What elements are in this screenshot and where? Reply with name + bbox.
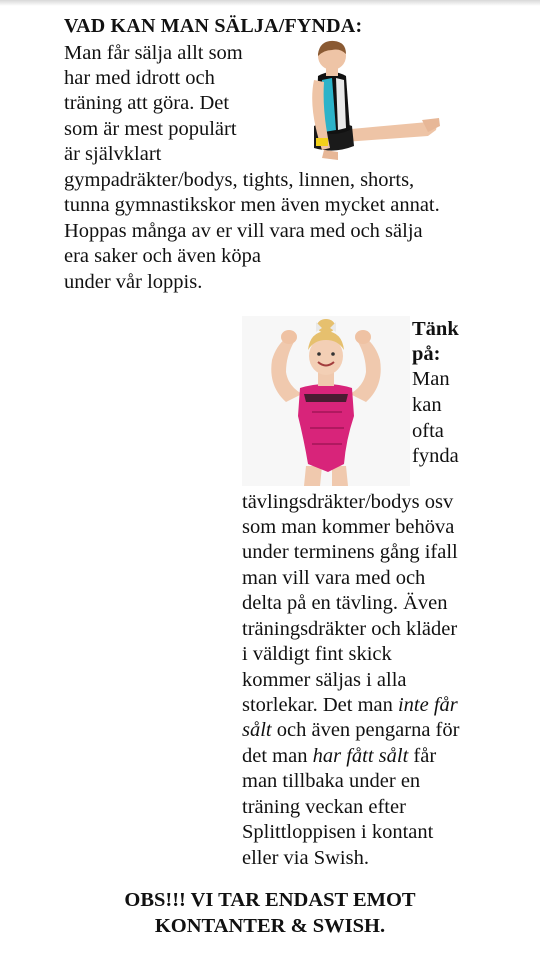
body-line: Splittloppisen i kontant [242,821,434,843]
body-line: man tillbaka under en [242,770,421,792]
body-line-mixed [242,718,459,744]
intro-line: under vår loppis. [64,271,203,293]
body-line-mixed [242,693,458,719]
footer-notice-line2: KONTANTER & SWISH. [154,915,386,937]
body-line: som man kommer behöva [242,516,455,538]
body-line-mixed [242,744,436,770]
intro-line: träning att göra. Det [64,92,230,114]
emphasis-har-fatt-salt: har fått sålt [312,745,409,767]
body-text: storlekar. Det man [242,694,393,716]
tip-label: Tänk [412,318,459,340]
tip-label: på: [412,343,441,365]
body-line: träningsdräkter och kläder [242,618,458,640]
body-text: och även pengarna för [271,719,460,741]
tip-side-line: ofta [412,420,444,442]
intro-line: som är mest populärt [64,118,237,140]
emphasis-salt: sålt [242,719,272,741]
body-line: i väldigt fint skick [242,643,392,665]
body-line: träning veckan efter [242,796,406,818]
intro-line: Hoppas många av er vill vara med och sälja [64,220,423,242]
intro-line: era saker och även köpa [64,245,261,267]
tip-side-line: fynda [412,445,459,467]
body-line: kommer säljas i alla [242,669,407,691]
body-line: under terminens gång ifall [242,541,458,563]
intro-line: har med idrott och [64,67,215,89]
section-heading: VAD KAN MAN SÄLJA/FYNDA: [64,15,363,37]
body-text: det man [242,745,313,767]
body-line: delta på en tävling. Även [242,592,448,614]
body-line: man vill vara med och [242,567,426,589]
body-text: får [408,745,437,767]
boy-gymnast-photo [300,38,442,166]
intro-line: tunna gymnastikskor men även mycket annat. [64,194,440,216]
girl-gymnast-photo [242,316,410,486]
intro-line: är självklart [64,143,162,165]
body-line: eller via Swish. [242,847,369,869]
tip-side-line: Man [412,368,450,390]
body-line: tävlingsdräkter/bodys osv [242,491,454,513]
top-shadow [0,0,540,6]
emphasis-inte-far: inte får [397,694,458,716]
intro-line: gympadräkter/bodys, tights, linnen, shorts, [64,169,415,191]
intro-line: Man får sälja allt som [64,42,243,64]
tip-side-line: kan [412,394,442,416]
footer-notice-line1: OBS!!! VI TAR ENDAST EMOT [124,889,416,911]
